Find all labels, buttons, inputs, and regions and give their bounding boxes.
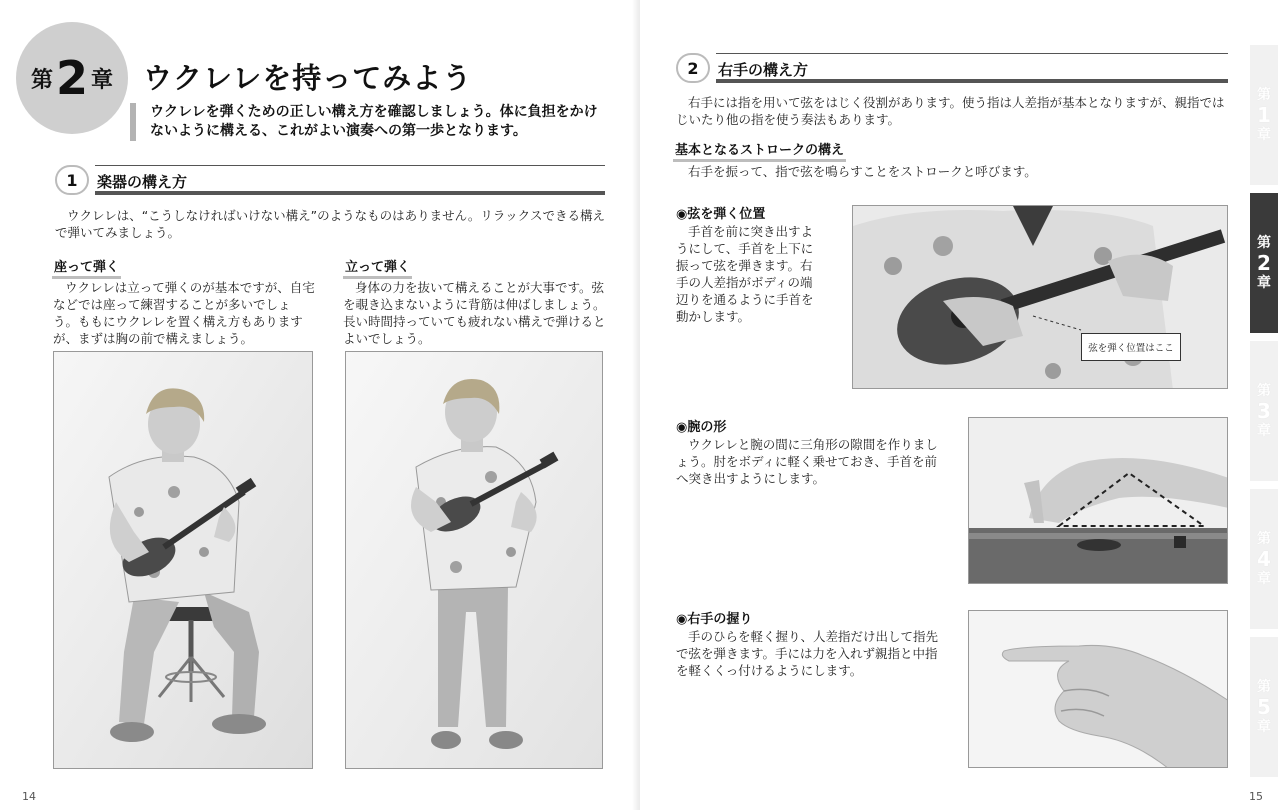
section-1-title: 楽器の構え方	[97, 173, 188, 191]
tab-chapter-4[interactable]: 第 4 章	[1250, 489, 1278, 629]
chapter-lead: ウクレレを弾くための正しい構え方を確認しましょう。体に負担をかけないように構える、これがよい演奏への第一歩となります。	[130, 103, 610, 141]
chapter-label-pre: 第	[30, 67, 53, 93]
strum-position-photo	[852, 205, 1228, 389]
standing-heading: 立って弾く	[343, 255, 412, 279]
chapter-title: ウクレレを持ってみよう	[143, 61, 473, 95]
tab-chapter-3[interactable]: 第 3 章	[1250, 341, 1278, 481]
section-2-header	[676, 53, 1228, 83]
tab-chapter-5[interactable]: 第 5 章	[1250, 637, 1278, 777]
position-text: 手首を前に突き出すようにして、手首を上下に振って弦を弾きます。右手の人差指がボディの端辺りを通るように手首を動かします。	[676, 224, 814, 324]
arm-heading: ◉腕の形	[676, 420, 727, 435]
section-2-title: 右手の構え方	[718, 61, 809, 79]
standing-photo	[345, 351, 603, 769]
chapter-label-post: 章	[91, 67, 114, 93]
page-number-left: 14	[22, 790, 36, 803]
position-heading: ◉弦を弾く位置	[676, 207, 766, 222]
sitting-text: ウクレレは立って弾くのが基本ですが、自宅などでは座って練習することが多いでしょう。ももにウクレレを置く構え方もありますが、まずは胸の前で構えましょう。	[53, 280, 315, 346]
chapter-number: 2	[55, 51, 88, 105]
right-page	[640, 0, 1280, 810]
stroke-text: 右手を振って、指で弦を鳴らすことをストロークと呼びます。	[688, 164, 1037, 179]
tab-chapter-1[interactable]: 第 1 章	[1250, 45, 1278, 185]
section-2-intro: 右手には指を用いて弦をはじく役割があります。使う指は人差指が基本となりますが、親指ではじいたり他の指を使う奏法もあります。	[676, 95, 1225, 127]
stroke-heading: 基本となるストロークの構え	[673, 138, 846, 162]
page-number-right: 15	[1249, 790, 1263, 803]
hand-grip-photo	[968, 610, 1228, 768]
sitting-photo	[53, 351, 313, 769]
section-1-number: 1	[55, 165, 89, 195]
grip-text: 手のひらを軽く握り、人差指だけ出して指先で弦を弾きます。手には力を入れず親指と中指を軽くくっ付けるようにします。	[676, 629, 939, 678]
chapter-badge	[16, 22, 128, 134]
section-1-header	[55, 165, 605, 195]
section-2-number: 2	[676, 53, 710, 83]
arm-text: ウクレレと腕の間に三角形の隙間を作りましょう。肘をボディに軽く乗せておき、手首を前へ突き出すようにします。	[676, 437, 938, 486]
sitting-heading: 座って弾く	[52, 255, 121, 279]
strum-position-callout: 弦を弾く位置はここ	[1081, 333, 1181, 361]
standing-text: 身体の力を抜いて構えることが大事です。弦を覗き込まないように背筋は伸ばしましょう。長い時間持っていても疲れない構えで弾けるとよいでしょう。	[343, 280, 606, 346]
grip-heading: ◉右手の握り	[676, 612, 753, 627]
tab-chapter-2[interactable]: 第 2 章	[1250, 193, 1278, 333]
section-1-intro: ウクレレは、“こうしなければいけない構え”のようなものはありません。リラックスできる構えで弾いてみましょう。	[55, 208, 606, 240]
arm-shape-photo	[968, 417, 1228, 584]
